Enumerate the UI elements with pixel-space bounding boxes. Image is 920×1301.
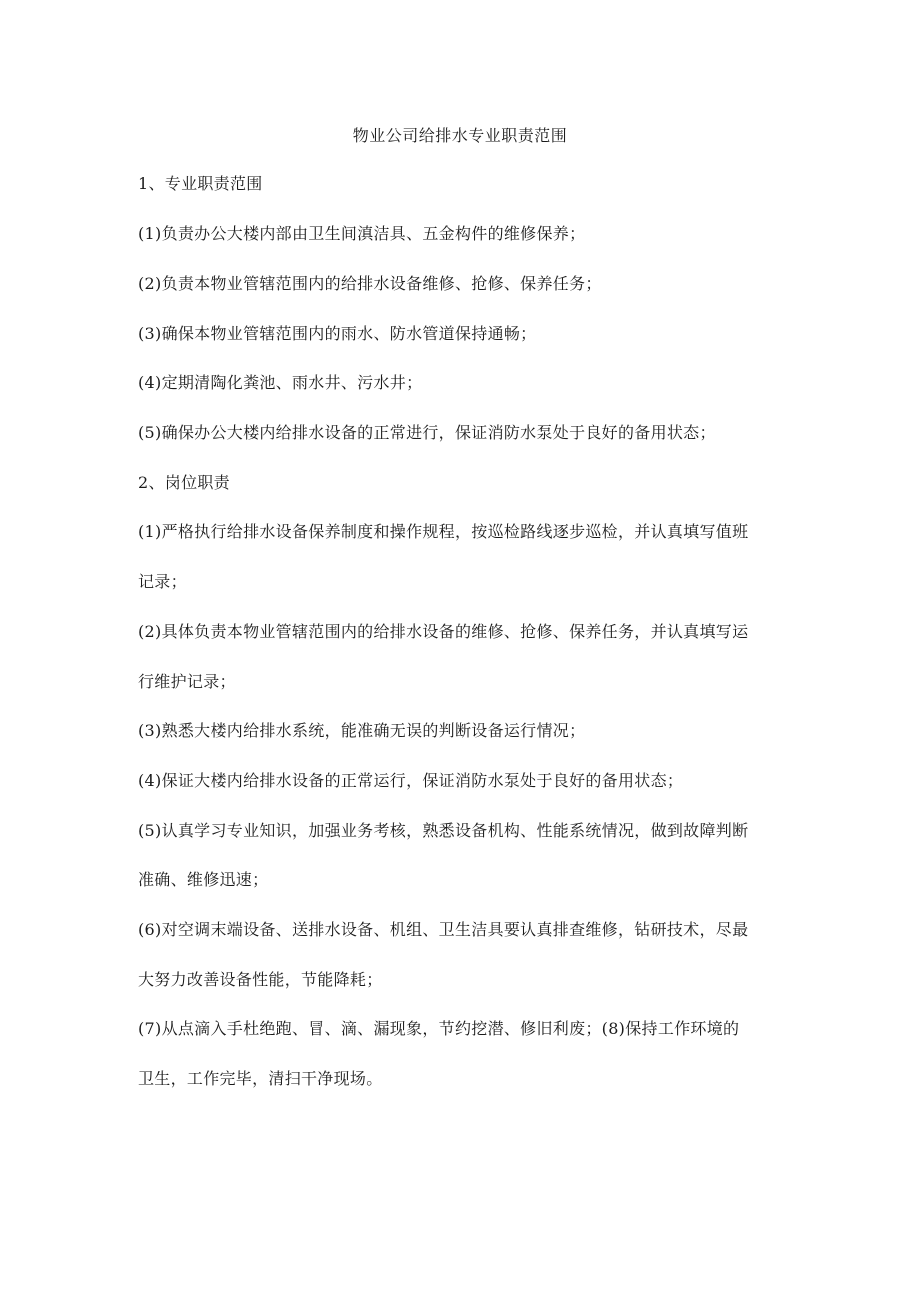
paragraph-line: (6)对空调末端设备、送排水设备、机组、卫生洁具要认真排查维修，钻研技术，尽最	[138, 920, 749, 939]
paragraph-line: (7)从点滴入手杜绝跑、冒、滴、漏现象，节约挖潜、修旧利废；(8)保持工作环境的	[138, 1019, 740, 1038]
paragraph-line: 准确、维修迅速；	[138, 870, 269, 889]
paragraph-line: (4)保证大楼内给排水设备的正常运行，保证消防水泵处于良好的备用状态；	[138, 771, 684, 790]
document-title: 物业公司给排水专业职责范围	[352, 126, 568, 145]
paragraph-line: (5)认真学习专业知识，加强业务考核，熟悉设备机构、性能系统情况，做到故障判断	[138, 821, 749, 840]
paragraph-line: (2)负责本物业管辖范围内的给排水设备维修、抢修、保养任务；	[138, 274, 602, 293]
paragraph-line: 记录；	[138, 572, 187, 591]
paragraph-line: (3)确保本物业管辖范围内的雨水、防水管道保持通畅；	[138, 324, 537, 343]
paragraph-line: (1)严格执行给排水设备保养制度和操作规程，按巡检路线逐步巡检，并认真填写值班	[138, 522, 749, 541]
paragraph-line: (4)定期清陶化粪池、雨水井、污水井；	[138, 373, 423, 392]
paragraph-line: (5)确保办公大楼内给排水设备的正常进行，保证消防水泵处于良好的备用状态；	[138, 423, 716, 442]
paragraph-line: (3)熟悉大楼内给排水系统，能准确无误的判断设备运行情况；	[138, 721, 586, 740]
paragraph-line: (1)负责办公大楼内部由卫生间滇洁具、五金构件的维修保养；	[138, 224, 586, 243]
paragraph-line: 行维护记录；	[138, 672, 236, 691]
paragraph-line: 大努力改善设备性能，节能降耗；	[138, 970, 383, 989]
paragraph-line: (2)具体负责本物业管辖范围内的给排水设备的维修、抢修、保养任务，并认真填写运	[138, 622, 749, 641]
section-heading: 1、专业职责范围	[138, 174, 263, 193]
section-heading: 2、岗位职责	[138, 473, 230, 492]
paragraph-line: 卫生，工作完毕，清扫干净现场。	[138, 1069, 383, 1088]
